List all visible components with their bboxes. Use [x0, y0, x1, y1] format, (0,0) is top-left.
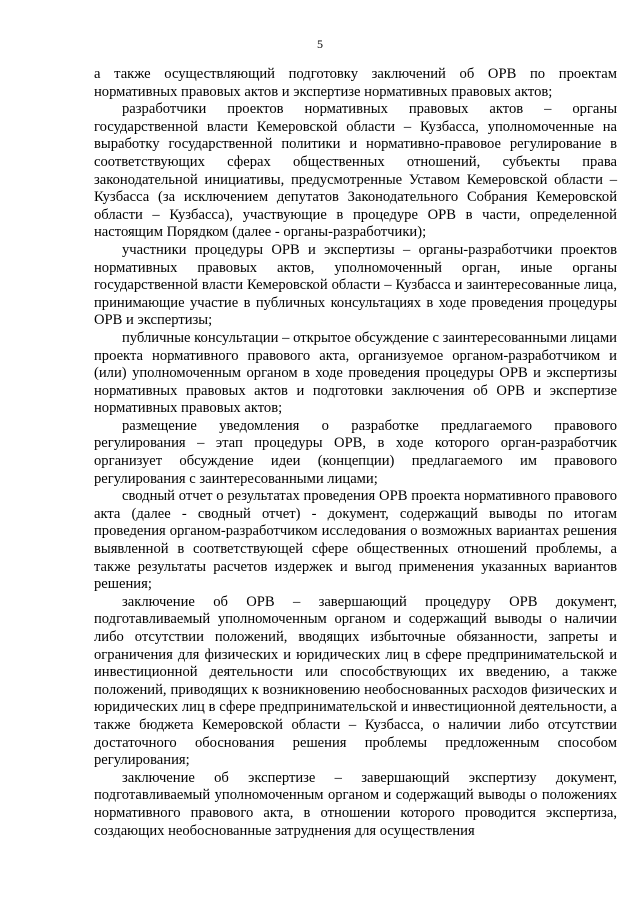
paragraph: заключение об ОРВ – завершающий процедуру ОРВ документ, подготавливаемый уполномоченным органом и содержащий выводы о наличии либо отсутствии положений, вводящих избыточные обязанности, запреты и ограничения для физических и юридических лиц в сфере предпринимательской и инвестиционной деятельности или способствующих их введению, а также положений, приводящих к возникновению необоснованных расходов физических и юридических лиц в сфере предпринимательской и инвестиционной деятельности, а также бюджета Кемеровской области – Кузбасса, о наличии либо отсутствии достаточного обоснования решения проблемы предложенным способом регулирования;	[94, 593, 617, 769]
paragraph: а также осуществляющий подготовку заключений об ОРВ по проектам нормативных правовых актов и экспертизе нормативных правовых актов;	[94, 66, 617, 100]
paragraph: сводный отчет о результатах проведения ОРВ проекта нормативного правового акта (далее - сводный отчет) - документ, содержащий выводы по итогам проведения органом-разработчиком исследования о возможных вариантах решения выявленной в соответствующей сфере общественных отношений проблемы, а также результаты расчетов издержек и выгод применения указанных вариантов решения;	[94, 488, 617, 593]
paragraph: участники процедуры ОРВ и экспертизы – органы-разработчики проектов нормативных правовых актов, уполномоченный орган, иные органы государственной власти Кемеровской области – Кузбасса и заинтересованные лица, принимающие участие в публичных консультациях в ходе проведения процедуры ОРВ и экспертизы;	[94, 241, 617, 329]
paragraph: заключение об экспертизе – завершающий экспертизу документ, подготавливаемый уполномоченным органом и содержащий выводы о положениях нормативного правового акта, в отношении которого проводится экспертиза, создающих необоснованные затруднения для осуществления	[94, 769, 617, 839]
paragraph: публичные консультации – открытое обсуждение с заинтересованными лицами проекта нормативного правового акта, организуемое органом-разработчиком и (или) уполномоченным органом в ходе проведения процедуры ОРВ и экспертизы нормативных правовых актов и подготовки заключения об ОРВ и экспертизе нормативных правовых актов;	[94, 329, 617, 417]
page-number: 5	[317, 37, 323, 51]
paragraph: разработчики проектов нормативных правовых актов – органы государственной власти Кемеровской области – Кузбасса, уполномоченные на выработку государственной политики и нормативно-правовое регулирование в соответствующих сферах общественных отношений, субъекты права законодательной инициативы, предусмотренные Уставом Кемеровской области – Кузбасса (за исключением депутатов Законодательного Собрания Кемеровской области – Кузбасса), участвующие в процедуре ОРВ в части, определенной настоящим Порядком (далее - органы-разработчики);	[94, 101, 617, 241]
paragraph: размещение уведомления о разработке предлагаемого правового регулирования – этап процедуры ОРВ, в ходе которого орган-разработчик организует обсуждение идеи (концепции) предлагаемого им правового регулирования с заинтересованными лицами;	[94, 417, 617, 487]
document-body	[94, 66, 617, 840]
